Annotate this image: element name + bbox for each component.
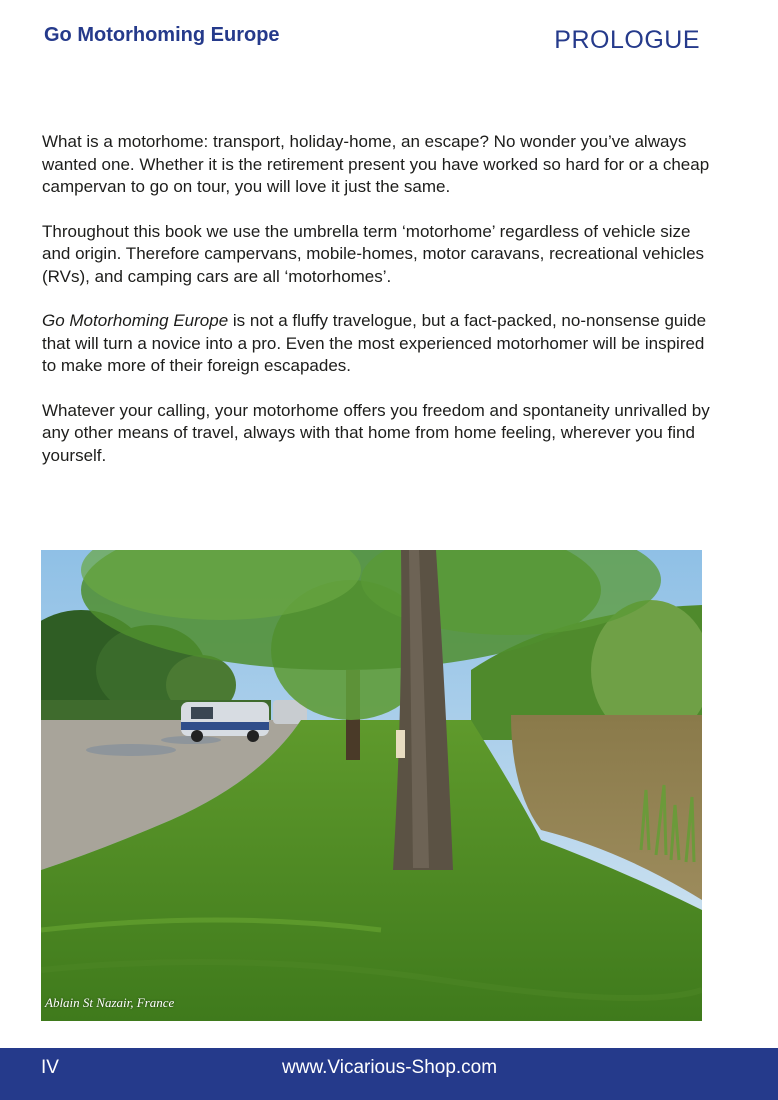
landscape-photo [41,550,702,1021]
chapter-title: PROLOGUE [554,26,700,54]
footer-bar [0,1048,778,1100]
website-link[interactable]: www.Vicarious-Shop.com [282,1057,498,1078]
paragraph-2: Throughout this book we use the umbrella term ‘motorhome’ regardless of vehicle size and origin. Therefore campervans, mobile-homes, motor caravans, recreational vehicles (RVs), and camping cars are all ‘motorhomes’. [42,221,705,286]
book-title: Go Motorhoming Europe [44,24,280,46]
photo-caption: Ablain St Nazair, France [45,995,175,1010]
page-number: IV [41,1057,59,1078]
book-title-italic: Go Motorhoming Europe [42,311,229,330]
photo-illustration [41,550,702,1021]
paragraph-1: What is a motorhome: transport, holiday-home, an escape? No wonder you’ve always wanted one. Whether it is the retirement present you have worked so hard for or a cheap campervan to go on tour, you will love it just the same. [42,132,710,196]
paragraph-3-text: is not a fluffy travelogue, but a fact-packed, no-nonsense guide that will turn a novice into a pro. Even the most experienced motorhomer will be inspired to make more of their foreign escapades. [42,311,707,375]
body-text [42,131,712,489]
paragraph-3 [42,310,712,378]
paragraph-4: Whatever your calling, your motorhome offers you freedom and spontaneity unrivalled by any other means of travel, always with that home from home feeling, wherever you find yourself. [42,400,710,465]
